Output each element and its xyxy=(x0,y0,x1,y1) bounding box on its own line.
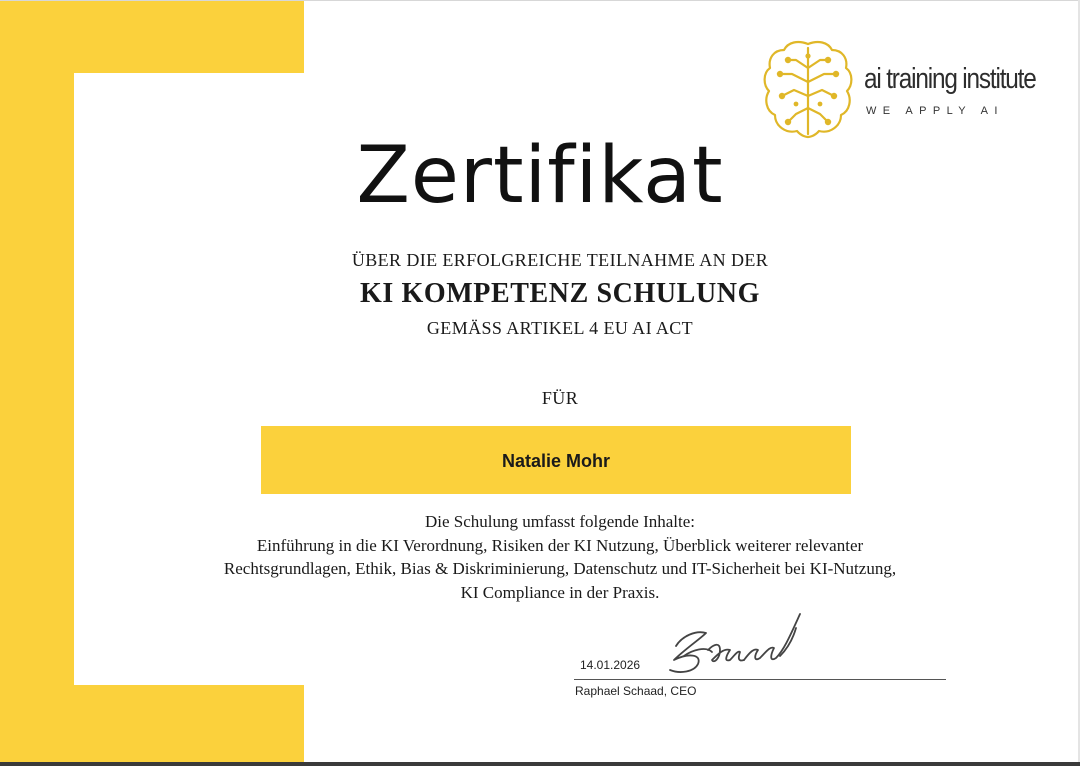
course-name: KI KOMPETENZ SCHULUNG xyxy=(360,278,760,309)
subtitle-regulation: GEMÄSS ARTIKEL 4 EU AI ACT xyxy=(426,318,694,338)
content-line: KI Compliance in der Praxis. xyxy=(460,582,660,602)
handwritten-signature xyxy=(662,606,822,684)
content-line: Einführung in die KI Verordnung, Risiken der KI Nutzung, Überblick weiterer relevanter xyxy=(256,535,864,555)
page-border-top xyxy=(0,0,1080,1)
certificate-title: Zertifikat xyxy=(356,131,724,221)
content-intro: Die Schulung umfasst folgende Inhalte: xyxy=(424,512,696,531)
recipient-box xyxy=(261,426,851,494)
golden-brain-circuit-icon xyxy=(760,38,856,140)
content-line: Rechtsgrundlagen, Ethik, Bias & Diskriminierung, Datenschutz und IT-Sicherheit bei KI-Nutzung, xyxy=(223,559,897,578)
course-content xyxy=(0,510,1080,604)
logo-tagline: WE APPLY AI xyxy=(866,105,1004,117)
logo xyxy=(760,38,1050,140)
for-label: FÜR xyxy=(541,388,579,408)
signature-date: 14.01.2026 xyxy=(580,658,641,672)
subtitle-participation: ÜBER DIE ERFOLGREICHE TEILNAHME AN DER xyxy=(351,250,769,270)
signature-line xyxy=(574,679,946,680)
logo-name: ai training institute xyxy=(864,63,1036,95)
page-border-bottom xyxy=(0,762,1080,766)
signer-name: Raphael Schaad, CEO xyxy=(575,684,697,698)
recipient-name: Natalie Mohr xyxy=(501,451,611,471)
